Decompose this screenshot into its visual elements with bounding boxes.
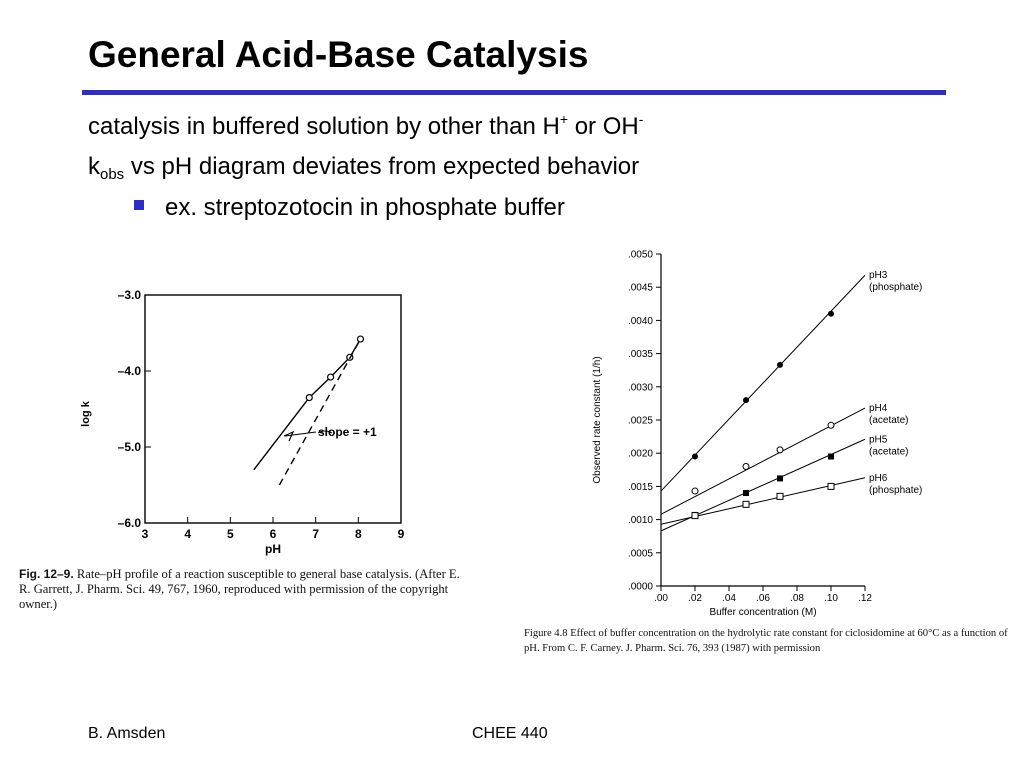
figure2-caption: Figure 4.8 Effect of buffer concentration on the hydrolytic rate constant for ciclosidomine at 60°C as a function of pH. From C. F. Carney. J. Pharm. Sci. 76, 393 (1987) with permission [524,628,1008,654]
logk-x-tick-label: 5 [226,527,234,541]
title-rule [82,90,946,95]
buffer-x-tick-label: .04 [722,593,736,604]
slope-annotation: slope = +1 [318,425,377,439]
buffer-x-tick-label: .08 [790,593,804,604]
logk-x-axis [142,517,405,541]
footer-author: B. Amsden [88,725,166,742]
buffer-y-tick-label: .0030 [627,382,653,394]
ph5-series-label: pH5 [869,434,888,446]
ph6-open-square-marker [743,501,749,507]
slide-title: General Acid-Base Catalysis [88,34,589,75]
buffer-series [661,275,865,531]
ph4-open-circle-marker [828,422,834,428]
ph5-series-sublabel: (acetate) [869,446,909,458]
logk-y-label: log k [80,401,92,427]
ph6-series-sublabel: (phosphate) [869,484,923,496]
text-line-2 [88,153,639,181]
logk-x-tick-label: 6 [269,527,277,541]
ph3-filled-circle-marker [692,454,698,460]
line1-mid: or OH [568,113,639,140]
logk-open-circle-marker [306,395,312,401]
line2-k: k [88,153,100,180]
logk-y-tick-label: –3.0 [117,288,141,302]
line2-sub-obs: obs [100,166,125,183]
ph3-fit-line [661,275,865,491]
logk-series [254,336,364,485]
slope-arrow-head [284,432,293,441]
ph6-open-square-marker [692,513,698,519]
buffer-y-tick-label: .0000 [627,581,653,593]
ph3-filled-circle-marker [777,362,783,368]
line2-rest: vs pH diagram deviates from expected behavior [124,153,640,180]
buffer-y-axis [628,250,661,593]
ph4-open-circle-marker [743,463,749,469]
logk-open-circle-marker [328,374,334,380]
logk-x-tick-label: 4 [184,527,192,541]
ph3-series-sublabel: (phosphate) [869,282,923,294]
ph4-open-circle-marker [777,447,783,453]
ph4-fit-line [661,408,865,514]
bullet-text: ex. streptozotocin in phosphate buffer [165,194,565,221]
text-line-1 [88,113,643,141]
buffer-y-tick-label: .0010 [627,515,653,527]
ph6-series-label: pH6 [869,472,888,484]
bullet-square-icon [134,200,144,210]
ph4-open-circle-marker [692,488,698,494]
buffer-x-tick-label: .06 [756,593,770,604]
ph6-open-square-marker [777,493,783,499]
logk-solid-line [254,339,361,470]
logk-y-tick-label: –5.0 [117,440,141,454]
buffer-x-tick-label: .12 [858,593,872,604]
logk-y-axis [118,288,151,530]
line1-sup-plus: + [559,111,569,127]
logk-x-tick-label: 9 [397,527,405,541]
ph4-series-sublabel: (acetate) [869,415,909,427]
logk-y-tick-label: –4.0 [117,364,141,378]
logk-open-circle-marker [357,336,363,342]
ph3-series-label: pH3 [869,270,888,282]
buffer-y-tick-label: .0025 [627,415,653,427]
ph5-filled-square-marker [777,475,783,481]
ph5-filled-square-marker [828,454,834,460]
buffer-y-tick-label: .0005 [627,548,653,560]
logk-x-tick-label: 3 [141,527,149,541]
footer-course: CHEE 440 [472,725,548,742]
buffer-y-tick-label: .0020 [627,448,653,460]
buffer-x-axis [654,586,872,604]
ph6-open-square-marker [828,483,834,489]
figure1-caption [19,567,469,612]
buffer-y-label: Observed rate constant (1/h) [592,356,603,484]
ph5-filled-square-marker [743,490,749,496]
buffer-y-tick-label: .0040 [627,315,653,327]
line1-sup-minus: - [638,111,644,127]
ph3-filled-circle-marker [828,311,834,317]
buffer-x-tick-label: .00 [654,593,668,604]
buffer-y-tick-label: .0035 [627,349,653,361]
logk-y-tick-label: –6.0 [117,516,141,530]
logk-ph-chart [40,278,440,563]
buffer-y-tick-label: .0050 [627,249,653,261]
buffer-y-tick-label: .0045 [627,282,653,294]
buffer-rate-chart [545,240,1005,625]
figure1-caption-text: Rate–pH profile of a reaction susceptible to general base catalysis. (After E. R. Garrett, J. Pharm. Sci. 49, 767, 1960, reproduced with permission of the copyright owner.) [19,567,460,611]
ph3-filled-circle-marker [743,397,749,403]
logk-x-tick-label: 8 [354,527,362,541]
logk-dashed-line [279,339,360,485]
line1-text: catalysis in buffered solution by other than H [88,113,560,140]
buffer-y-tick-label: .0015 [627,481,653,493]
ph4-series-label: pH4 [869,403,888,415]
logk-plot-frame [145,295,401,523]
buffer-series-labels [869,270,922,496]
logk-x-label: pH [265,542,281,556]
buffer-x-tick-label: .10 [824,593,838,604]
buffer-x-tick-label: .02 [688,593,702,604]
figure1-caption-label: Fig. 12–9. [19,567,74,581]
logk-x-tick-label: 7 [312,527,320,541]
buffer-x-label: Buffer concentration (M) [709,607,817,618]
